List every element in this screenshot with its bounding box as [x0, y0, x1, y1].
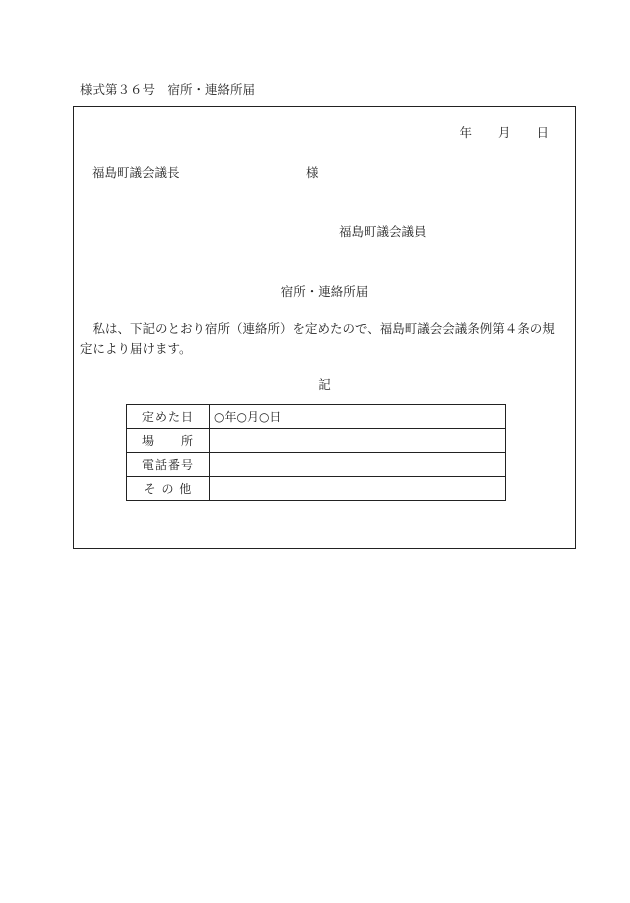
honorific: 様 [306, 165, 319, 180]
row-value [210, 477, 506, 501]
row-value [210, 429, 506, 453]
addressee: 福島町議会議長 [92, 165, 180, 180]
table-row [127, 405, 506, 429]
document-title: 宿所・連絡所届 [280, 284, 369, 299]
body-text: 私は、下記のとおり宿所（連絡所）を定めたので、福島町議会会議条例第４条の規定により届けます。 [80, 321, 555, 356]
table-row [127, 477, 506, 501]
date-month-label: 月 [498, 125, 511, 140]
form-frame [73, 106, 576, 549]
row-label: 定めた日 [127, 405, 210, 429]
table-row [127, 429, 506, 453]
row-value [210, 453, 506, 477]
info-table [126, 404, 506, 501]
row-value: ○年○月○日 [210, 405, 506, 429]
date-day-label: 日 [536, 125, 549, 140]
date-line [460, 123, 549, 141]
date-year-label: 年 [459, 125, 473, 140]
form-number: 様式第３６号 宿所・連絡所届 [80, 82, 256, 97]
row-label: 場 所 [127, 429, 210, 453]
ki-label: 記 [318, 377, 331, 392]
table-row [127, 453, 506, 477]
sender: 福島町議会議員 [339, 224, 427, 239]
row-label: そ の 他 [127, 477, 210, 501]
row-label: 電話番号 [127, 453, 210, 477]
